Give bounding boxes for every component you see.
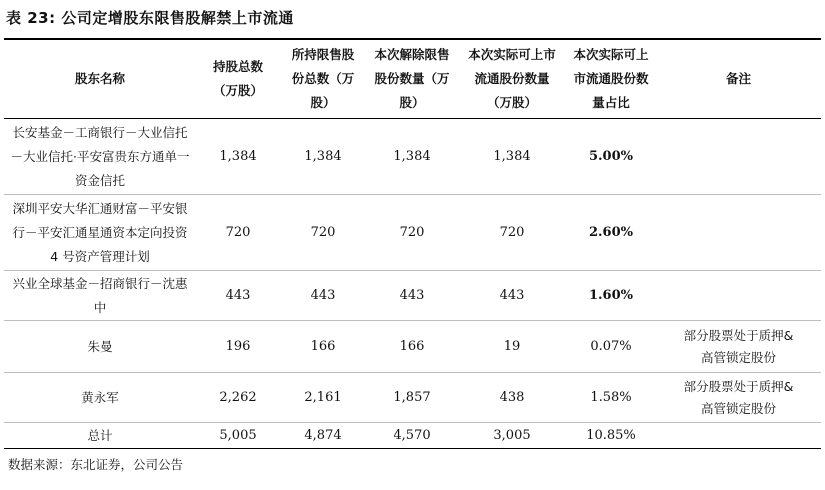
row-actual: 1,384 (458, 119, 566, 195)
table-row (4, 373, 821, 423)
unlock-table (4, 40, 821, 449)
row-name: 总计 (4, 423, 196, 449)
row-restricted: 2,161 (280, 373, 366, 423)
row-unlock: 443 (366, 271, 458, 321)
row-unlock: 1,857 (366, 373, 458, 423)
row-unlock: 1,384 (366, 119, 458, 195)
row-note: 部分股票处于质押&高管锁定股份 (656, 373, 821, 423)
row-note (656, 423, 821, 449)
row-actual: 443 (458, 271, 566, 321)
row-note (656, 195, 821, 271)
row-note (656, 119, 821, 195)
header-note: 备注 (656, 40, 821, 119)
row-total: 5,005 (196, 423, 280, 449)
row-actual: 720 (458, 195, 566, 271)
row-total: 2,262 (196, 373, 280, 423)
row-total: 443 (196, 271, 280, 321)
header-name: 股东名称 (4, 40, 196, 119)
row-total: 720 (196, 195, 280, 271)
row-restricted: 720 (280, 195, 366, 271)
row-ratio: 0.07% (566, 321, 656, 373)
row-unlock: 4,570 (366, 423, 458, 449)
table-row (4, 119, 821, 195)
row-total: 196 (196, 321, 280, 373)
row-ratio: 5.00% (566, 119, 656, 195)
row-actual: 438 (458, 373, 566, 423)
row-ratio: 1.58% (566, 373, 656, 423)
row-name: 深圳平安大华汇通财富－平安银行－平安汇通星通资本定向投资 4 号资产管理计划 (4, 195, 196, 271)
row-ratio: 10.85% (566, 423, 656, 449)
row-actual: 3,005 (458, 423, 566, 449)
row-restricted: 443 (280, 271, 366, 321)
row-ratio: 1.60% (566, 271, 656, 321)
row-actual: 19 (458, 321, 566, 373)
header-total: 持股总数（万股） (196, 40, 280, 119)
table-row (4, 321, 821, 373)
header-row (4, 40, 821, 119)
header-actual: 本次实际可上市流通股份数量（万股） (458, 40, 566, 119)
row-name: 兴业全球基金－招商银行－沈惠中 (4, 271, 196, 321)
table-row (4, 195, 821, 271)
row-restricted: 166 (280, 321, 366, 373)
row-unlock: 720 (366, 195, 458, 271)
row-name: 长安基金－工商银行－大业信托－大业信托·平安富贵东方通单一资金信托 (4, 119, 196, 195)
table-row-total (4, 423, 821, 449)
row-name: 黄永军 (4, 373, 196, 423)
row-restricted: 4,874 (280, 423, 366, 449)
header-unlock: 本次解除限售股份数量（万股） (366, 40, 458, 119)
header-restricted: 所持限售股份总数（万股） (280, 40, 366, 119)
row-name: 朱曼 (4, 321, 196, 373)
row-total: 1,384 (196, 119, 280, 195)
row-unlock: 166 (366, 321, 458, 373)
row-note (656, 271, 821, 321)
table-title: 表 23: 公司定增股东限售股解禁上市流通 (6, 9, 294, 27)
row-restricted: 1,384 (280, 119, 366, 195)
row-note: 部分股票处于质押&高管锁定股份 (656, 321, 821, 373)
row-ratio: 2.60% (566, 195, 656, 271)
header-ratio: 本次实际可上市流通股份数量占比 (566, 40, 656, 119)
source-note: 数据来源：东北证券，公司公告 (8, 457, 184, 472)
table-row (4, 271, 821, 321)
